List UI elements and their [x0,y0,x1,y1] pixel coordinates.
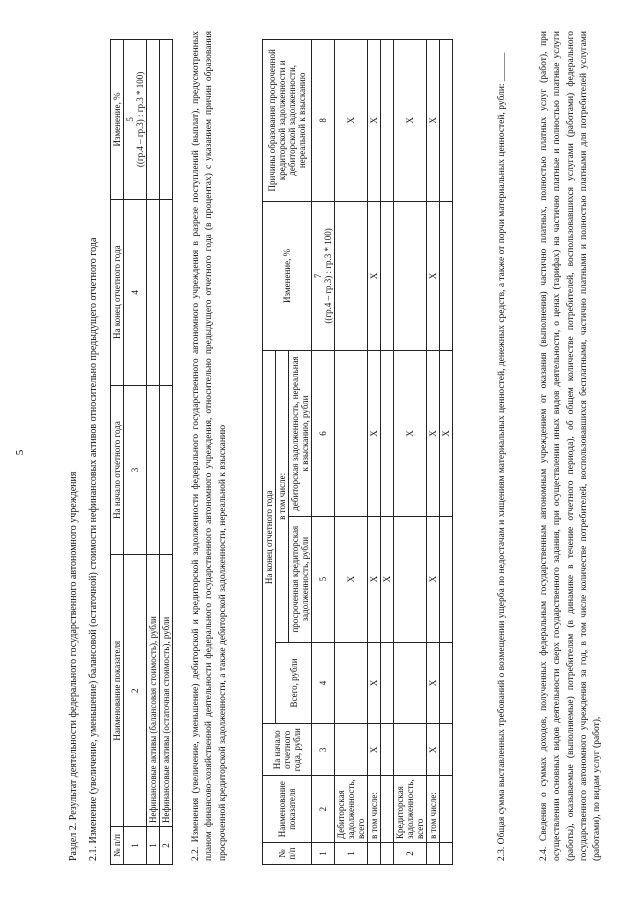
empty-cell [160,385,173,555]
header-cell: Наименование показателя [111,555,124,827]
table-row [335,40,368,865]
x-mark: X [427,642,440,724]
empty-cell [335,201,368,351]
table-header-row [263,40,276,865]
column-number-with-formula [124,40,147,200]
empty-cell [394,724,427,776]
header-cell: На начало отчетного года [111,385,124,555]
x-mark: X [440,351,453,517]
row-label: Дебиторская задолженность, всего [335,776,368,843]
x-mark: X [368,201,381,351]
x-mark: X [368,351,381,517]
receivables-payables-table [262,39,453,865]
row-number [368,843,381,865]
column-number: 5 [125,117,135,122]
empty-cell [147,385,160,555]
empty-cell [394,201,427,351]
empty-cell [394,642,427,724]
row-label: Кредиторская задолженность, всего [394,776,427,843]
empty-cell [440,843,453,865]
x-mark: X [394,40,427,202]
x-mark: X [368,724,381,776]
column-number: 3 [124,385,147,555]
header-cell: Изменение, % [111,40,124,200]
row-number: 2 [160,827,173,865]
column-number: 8 [312,40,335,202]
change-formula: ((гр.4 – гр.3) : гр.3 * 100) [323,228,333,324]
x-mark: X [427,201,440,351]
subsection-2-2-text: 2.2. Изменения (увеличение, уменьшение) дебиторской и кредиторской задолженности федерального государственного автономного учреждения в разрезе поступлений (выплат), предусмотренных планом финансово-хозяйственной деятельности федерального государственного автономного учреждения, относительно предыдущего отчетного года (в процентах) с указанием причин образования просроченной кредиторской задолженности, а также дебиторской задолженности, нереальной к взысканию [191,31,228,861]
header-cell: Наименование показателя [263,776,312,843]
x-mark: X [335,40,368,202]
column-number: 2 [124,555,147,827]
empty-cell [440,776,453,843]
column-number-with-formula [312,201,335,351]
column-number: 4 [312,642,335,724]
table-row [147,40,160,865]
empty-cell [381,724,394,776]
table-row [368,40,381,865]
row-label: Нефинансовые активы (остаточная стоимость), рубли [160,555,173,827]
section-title: Раздел 2. Результат деятельности федерального государственного автономного учреждения [68,471,79,861]
x-mark: X [368,516,381,642]
subsection-2-3-text: 2.3. Общая сумма выставленных требований о возмещении ущерба по недостачам и хищениям материальных ценностей, денежных средств, а также от порчи материальных ценностей, рубли: ______ [497,52,507,861]
x-mark: X [368,40,381,202]
empty-cell [440,642,453,724]
row-label: в том числе: [368,776,381,843]
x-mark: X [368,642,381,724]
table-row [440,40,453,865]
row-label: в том числе: [427,776,440,843]
empty-cell [381,201,394,351]
table-header-row [111,40,124,865]
empty-cell [381,642,394,724]
table-row [160,40,173,865]
x-mark: X [381,516,394,642]
empty-cell [394,516,427,642]
table-row [381,40,394,865]
row-label: Нефинансовые активы (балансовая стоимость), рубли [147,555,160,827]
x-mark: X [427,40,440,202]
empty-cell [381,351,394,517]
header-cell: в том числе: [276,351,289,642]
table-row [394,40,427,865]
change-formula: ((гр.4 – гр.3) : гр.3 * 100) [135,71,145,168]
header-cell: Причины образования просроченной кредиторской задолженности и дебиторской задолженности, нереальной к взысканию [263,40,312,202]
header-cell: На конец отчетного года [111,199,124,385]
subsection-2-1-title: 2.1. Изменение (увеличение, уменьшение) балансовой (остаточной) стоимости нефинансовых активов относительно предыдущего отчетного года [88,237,99,861]
x-mark: X [427,724,440,776]
x-mark: X [427,516,440,642]
empty-cell [381,776,394,843]
empty-cell [440,201,453,351]
header-cell: просроченная кредиторская задолженность, рубли [289,516,312,642]
empty-cell [147,199,160,385]
column-number-row [124,40,147,865]
row-number: 1 [147,827,160,865]
empty-cell [335,642,368,724]
x-mark: X [335,516,368,642]
page-number: 5 [14,449,26,456]
header-cell: дебиторская задолженность, нереальная к взысканию, рубли [289,351,312,517]
empty-cell [381,40,394,202]
empty-cell [440,40,453,202]
empty-cell [440,724,453,776]
header-cell: № п/п [111,827,124,865]
row-number [427,843,440,865]
column-number: 7 [313,273,323,279]
column-number: 3 [312,724,335,776]
column-number: 1 [124,827,147,865]
empty-cell [160,40,173,200]
row-number: 2 [394,843,427,865]
empty-cell [335,724,368,776]
x-mark: X [394,351,427,517]
column-number-row [312,40,335,865]
column-number: 1 [312,843,335,865]
x-mark: X [427,351,440,517]
header-cell: На конец отчетного года [263,351,276,724]
empty-cell [381,843,394,865]
empty-cell [147,40,160,200]
row-number: 1 [335,843,368,865]
header-cell: № п/п [263,843,312,865]
table-row [427,40,440,865]
column-number: 6 [312,351,335,517]
header-cell: Всего, рубли [276,642,312,724]
column-number: 5 [312,516,335,642]
empty-cell [335,351,368,517]
column-number: 4 [124,199,147,385]
empty-cell [160,199,173,385]
subsection-2-4-text: 2.4. Сведения о суммах доходов, полученных федеральным государственным автономным учреждением от оказания (выполнения) частично платных, полностью платных услуг (работ), при осуществлении основных видов деятельности сверх государственного задания, при осуществлении иных видов деятельности, о ценах (тарифах) на частично платные и полностью платные услуги (работы), оказываемые (выполняемые) потребителям (в динамике в течение отчетного периода), об общем количестве потребителей, воспользовавшихся услугами (работами) федерального государственного автономного учреждения за год, в том числе количестве потребителей, воспользовавшихся бесплатными, частично платными и полностью платными для потребителей услугами (работами), по видам услуг (работ), [539,31,603,861]
column-number: 2 [312,776,335,843]
header-cell: На начало отчетного года, рубли [263,724,312,776]
nonfinancial-assets-table [110,39,173,865]
empty-cell [440,516,453,642]
header-cell: Изменение, % [263,201,312,351]
